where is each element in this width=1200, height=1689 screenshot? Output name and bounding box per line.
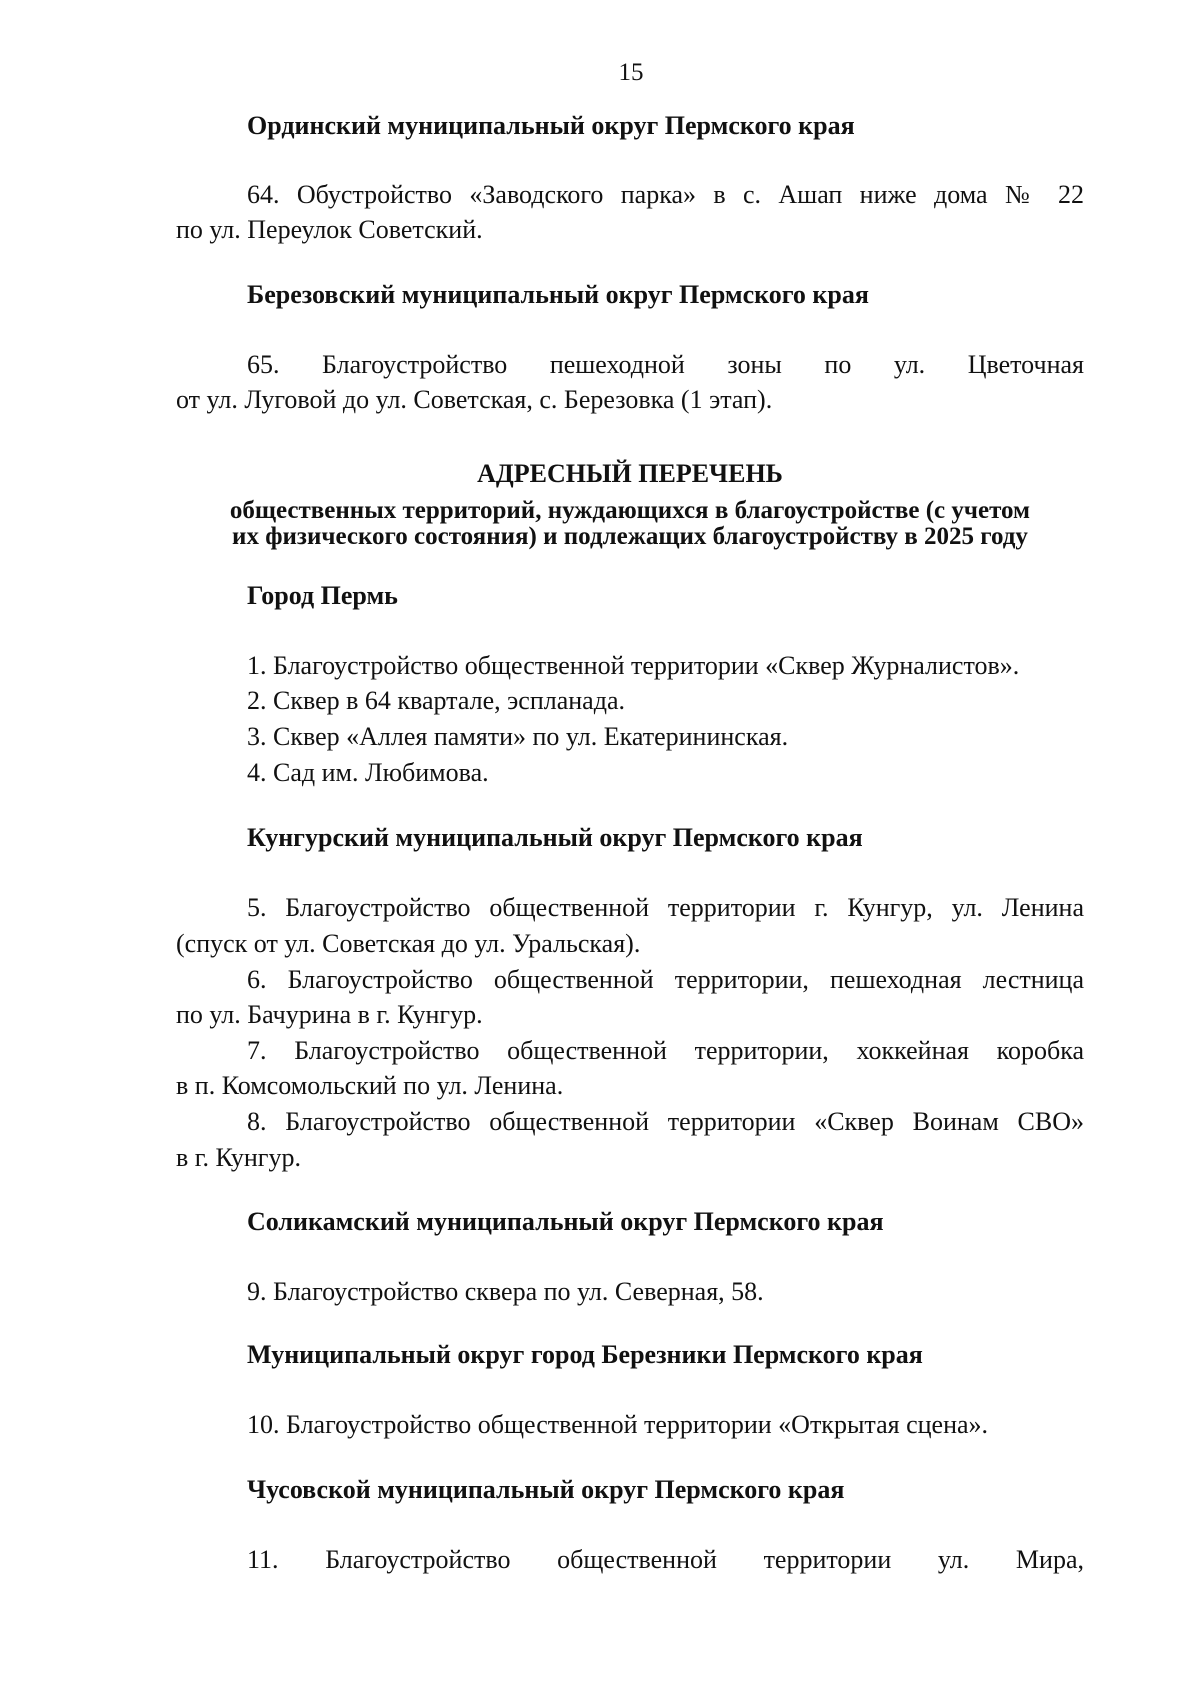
list-item: 3. Сквер «Аллея памяти» по ул. Екатерининская.: [247, 722, 789, 751]
item-6-line2: по ул. Бачурина в г. Кунгур.: [176, 1000, 483, 1029]
section-heading-chusovoy: Чусовской муниципальный округ Пермского края: [247, 1475, 845, 1504]
item-64-line1: 64. Обустройство «Заводского парка» в с. Ашап ниже дома № 22: [247, 180, 1084, 209]
section-heading-berezniki: Муниципальный округ город Березники Пермского края: [247, 1340, 923, 1369]
item-64-line2: по ул. Переулок Советский.: [176, 215, 483, 244]
list-subtitle-line2: их физического состояния) и подлежащих благоустройству в 2025 году: [232, 523, 1028, 550]
item-9: 9. Благоустройство сквера по ул. Северная, 58.: [247, 1277, 764, 1306]
item-7-line1: 7. Благоустройство общественной территории, хоккейная коробка: [247, 1036, 1084, 1065]
list-item: 4. Сад им. Любимова.: [247, 758, 489, 787]
list-item: 2. Сквер в 64 квартале, эспланада.: [247, 686, 625, 715]
item-8-line2: в г. Кунгур.: [176, 1143, 301, 1172]
section-heading-berezovsky: Березовский муниципальный округ Пермского края: [247, 280, 869, 309]
section-heading-ordinsky: Ординский муниципальный округ Пермского края: [247, 111, 855, 140]
item-11-line1: 11. Благоустройство общественной территории ул. Мира,: [247, 1545, 1084, 1574]
section-heading-solikamsk: Соликамский муниципальный округ Пермского края: [247, 1207, 884, 1236]
item-65-line2: от ул. Луговой до ул. Советская, с. Березовка (1 этап).: [176, 385, 773, 414]
item-7-line2: в п. Комсомольский по ул. Ленина.: [176, 1071, 564, 1100]
list-item: 1. Благоустройство общественной территории «Сквер Журналистов».: [247, 651, 1020, 680]
item-65-line1: 65. Благоустройство пешеходной зоны по ул. Цветочная: [247, 350, 1084, 379]
page-number: 15: [618, 59, 644, 86]
section-heading-perm: Город Пермь: [247, 581, 398, 610]
list-title: АДРЕСНЫЙ ПЕРЕЧЕНЬ: [477, 459, 783, 488]
item-6-line1: 6. Благоустройство общественной территории, пешеходная лестница: [247, 965, 1084, 994]
item-8-line1: 8. Благоустройство общественной территории «Сквер Воинам СВО»: [247, 1107, 1084, 1136]
item-5-line2: (спуск от ул. Советская до ул. Уральская).: [176, 929, 641, 958]
list-subtitle-line1: общественных территорий, нуждающихся в благоустройстве (с учетом: [229, 497, 1031, 524]
section-heading-kungur: Кунгурский муниципальный округ Пермского края: [247, 823, 863, 852]
item-5-line1: 5. Благоустройство общественной территории г. Кунгур, ул. Ленина: [247, 893, 1084, 922]
item-10: 10. Благоустройство общественной территории «Открытая сцена».: [247, 1410, 989, 1439]
